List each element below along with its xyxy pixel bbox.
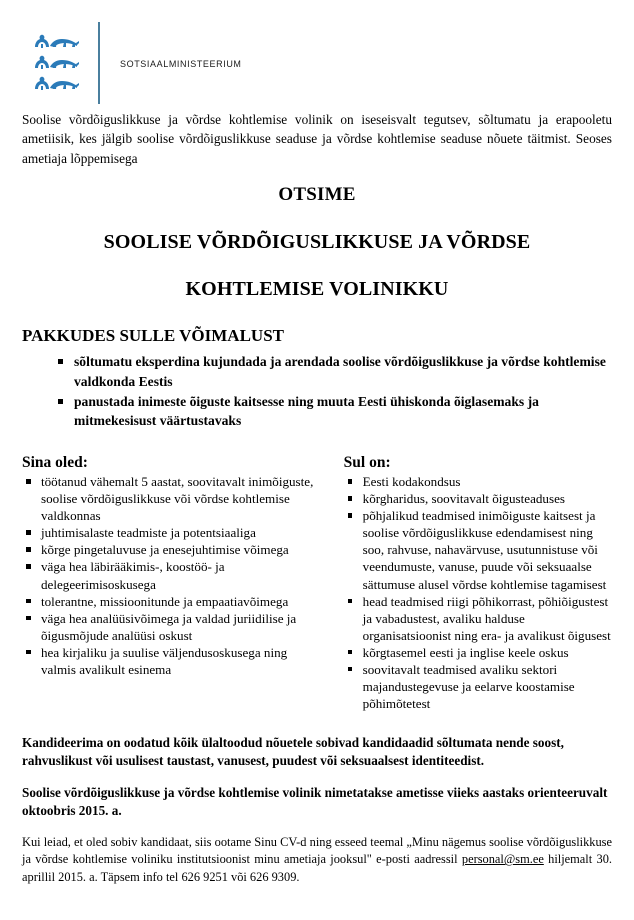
list-item: kõrgharidus, soovitavalt õigusteaduses [336,490,612,507]
job-title-line-1: SOOLISE VÕRDÕIGUSLIKKUSE JA VÕRDSE [103,231,531,254]
requirements-left-list [22,473,318,677]
requirements-left-column [22,454,318,711]
job-title-line-2: KOHTLEMISE VOLINIKKU [185,278,449,301]
list-item: väga hea analüüsivõimega ja valdad juriidilise ja õigusmõjude analüüsi oskust [22,610,318,644]
three-lions-coat-of-arms-icon [32,32,80,94]
list-item: töötanud vähemalt 5 aastat, soovitavalt inimõiguste, soolise võrdõiguslikkuse või võrdse kohtlemise valdkonnas [22,473,318,524]
list-item: Eesti kodakondsus [336,473,612,490]
list-item: soovitavalt teadmised avaliku sektori majandustegevuse ja eelarve koostamise põhimõtetest [336,661,612,712]
requirements-right-list [336,473,612,711]
document-header [22,0,612,104]
list-item: hea kirjaliku ja suulise väljendusoskusega ning valmis avalikult esinema [22,644,318,678]
offer-list [22,352,612,430]
ministry-name: sotsiaalministeerium [120,56,242,70]
list-item: head teadmised riigi põhikorrast, põhiõigustest ja vabadustest, avaliku halduse organisatsioonist ning era- ja avalikust õigusest [336,593,612,644]
list-item: panustada inimeste õiguste kaitsesse ning muuta Eesti ühiskonda õiglasemaks ja mitmekesisust väärtustavaks [58,392,612,431]
application-text-after-email: hiljemalt 30. aprillil 2015. a. Täpsem info tel 626 9251 või 626 9309. [22,852,612,884]
list-item: tolerantne, missioonitunde ja empaatiavõimega [22,593,318,610]
email-link[interactable]: personal@sm.ee [461,852,544,867]
requirements-right-heading: Sul on: [343,454,391,472]
job-title [22,232,612,300]
list-item: kõrge pingetaluvuse ja enesejuhtimise võimega [22,541,318,558]
list-item: juhtimisalaste teadmiste ja potentsiaaliga [22,524,318,541]
list-item: sõltumatu eksperdina kujundada ja arendada soolise võrdõiguslikkuse ja võrdse kohtlemise valdkonda Eestis [58,352,612,391]
intro-paragraph: Soolise võrdõiguslikkuse ja võrdse kohtlemise volinik on iseseisvalt tegutsev, sõltumatu ja erapooletu ametiisik, kes jälgib soolise võrdõiguslikkuse seaduse ja võrdse kohtlemise seaduse nõuete täitmist. Seoses ametiaja lõppemisega [22,112,612,166]
requirements-right-column [318,454,612,711]
term-statement: Soolise võrdõiguslikkuse ja võrdse kohtlemise volinik nimetatakse ametisse viieks aastaks orienteeruvalt oktoobris 2015. a. [22,784,608,818]
requirements-columns [22,454,612,711]
application-text-before-email: Kui leiad, et oled sobiv kandidaat, siis ootame Sinu CV-d ning esseed teemal „Minu nägemus soolise võrdõiguslikkuse ja võrdse kohtlemise voliniku institutsioonist minu ametiaja jooksul" e-posti aadressil [22,834,612,867]
offer-heading: PAKKUDES SULLE VÕIMALUST [22,326,284,346]
equality-statement: Kandideerima on oodatud kõik ülaltoodud nõuetele sobivad kandidaadid sõltumata nende soost, rahvuslikust või usulisest taustast, vanusest, puudest või seksuaalsest identiteedist. [22,734,564,768]
page-title-otsime: OTSIME [278,184,356,206]
list-item: põhjalikud teadmised inimõiguste kaitsest ja soolise võrdõiguslikkuse edendamisest ning soo, rahvuse, nahavärvuse, usutunnistuse või veendumuste, vanuse, puude või seksuaalse sättumuse alusel võrdse kohtlemise tagamisest [336,507,612,592]
header-divider [98,22,100,104]
application-instructions [22,834,612,886]
requirements-left-heading: Sina oled: [22,454,88,472]
closing-section [22,734,612,886]
list-item: kõrgtasemel eesti ja inglise keele oskus [336,644,612,661]
list-item: väga hea läbirääkimis-, koostöö- ja delegeerimisoskusega [22,558,318,592]
